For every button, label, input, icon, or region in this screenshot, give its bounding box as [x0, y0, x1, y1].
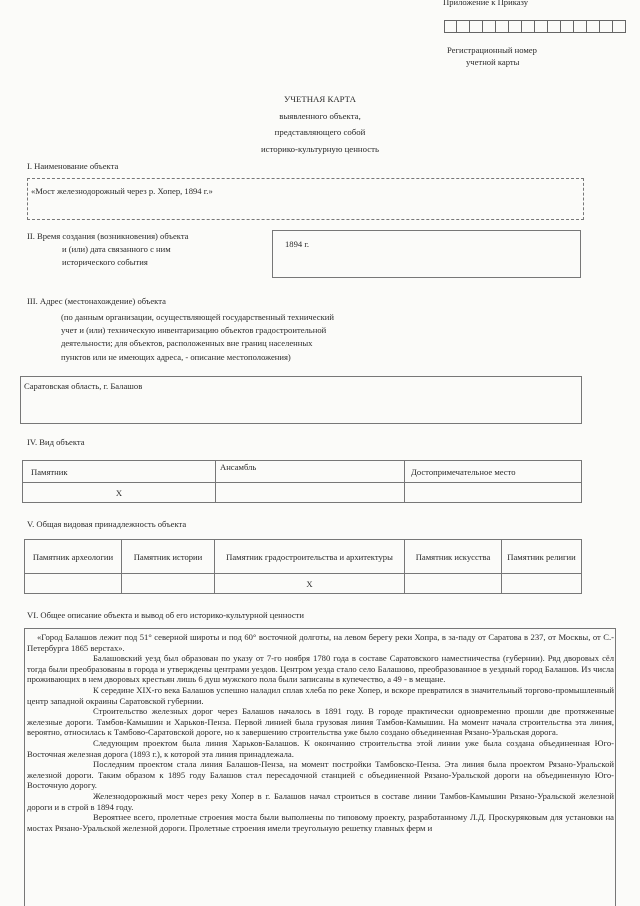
creation-date-value: 1894 г.	[285, 239, 310, 249]
description-paragraph: «Город Балашов лежит под 51° северной широты и под 60° восточной долготы, на левом берегу реки Хопра, в за-паду от Саратова в 237, от Москвы, от С.-Петербурга 1865 верстах».	[27, 632, 614, 653]
registration-number-cells	[444, 20, 626, 33]
section-3-note-1: (по данным организации, осуществляющей государственный технический	[61, 312, 334, 322]
section-3-field	[20, 376, 582, 424]
appendix-label: Приложение к Приказу	[443, 0, 529, 7]
section-5-heading: V. Общая видовая принадлежность объекта	[27, 519, 187, 529]
address-value: Саратовская область, г. Балашов	[24, 381, 143, 391]
category-architecture-mark: X	[215, 574, 405, 594]
registration-caption-2: учетной карты	[466, 57, 520, 67]
category-religion-header: Памятник религии	[502, 540, 582, 574]
description-text	[27, 632, 614, 833]
object-name-value: «Мост железнодорожный через р. Хопер, 1894 г.»	[31, 186, 213, 196]
description-paragraph: Следующим проектом была линия Харьков-Балашов. К окончанию строительства этой линии уже была создана объединенная Юго-Восточная железная дорога (1893 г.), к которой эта линия принадлежала.	[27, 737, 614, 759]
category-history-mark	[122, 574, 215, 594]
description-paragraph: Строительство железных дорог через Балашов началось в 1891 году. В городе практически одновременно прошли две протяженные железные дороги. Тамбов-Камышин и Харьков-Пенза. Первой линией была грузовая линия Тамбов-Камышин. На момент начала строительства эта линия, вероятно, относилась к Тамбово-Саратовской дороге, но к завершению строительства уже было создано объединенная Рязано-Уральская дорога.	[27, 706, 614, 738]
title-line1: УЧЕТНАЯ КАРТА	[284, 94, 356, 104]
section-4-heading: IV. Вид объекта	[27, 437, 85, 447]
category-archaeology-mark	[25, 574, 122, 594]
title-line4: историко-культурную ценность	[260, 143, 380, 154]
object-type-table	[22, 460, 582, 503]
type-monument-header: Памятник	[23, 461, 216, 483]
category-table	[24, 539, 582, 594]
category-art-header: Памятник искусства	[405, 540, 502, 574]
category-history-header: Памятник истории	[122, 540, 215, 574]
description-paragraph: К середине XIX-го века Балашов успешно наладил сплав хлеба по реке Хопер, и вскоре превратился в значительный торгово-промышленный центр западной окраины Саратовской губернии.	[27, 684, 614, 706]
category-architecture-header: Памятник градостроительства и архитектуры	[215, 540, 405, 574]
section-3-heading: III. Адрес (местонахождение) объекта	[27, 296, 166, 306]
registration-caption-1: Регистрационный номер	[447, 45, 537, 55]
section-2-heading-2: и (или) дата связанного с ним	[62, 244, 171, 254]
section-3-note-3: деятельности; для объектов, расположенных вне границ населенных	[61, 338, 313, 348]
section-2-field	[272, 230, 581, 278]
section-2-heading-3: исторического события	[62, 257, 148, 267]
section-1-field	[27, 178, 584, 220]
category-archaeology-header: Памятник археологии	[25, 540, 122, 574]
category-art-mark	[405, 574, 502, 594]
type-landmark-header: Достопримечательное место	[405, 461, 582, 483]
type-landmark-mark	[405, 483, 582, 503]
category-religion-mark	[502, 574, 582, 594]
description-paragraph: Балашовский уезд был образован по указу от 7-го ноября 1780 года в составе Саратовского наместничества (губернии). Ряд дворовых сёл тогда были преобразованы в города и утверждены центрами уездов. Центром уезда стало село Балашово, преобразованное в уездный город Балашов. Из числа проживающих в нем дворовых крестьян лишь 6 душ мужского пола были записаны в купечество, а 49 - в мещане.	[27, 653, 614, 685]
section-2-heading-1: II. Время создания (возникновения) объекта	[27, 231, 189, 241]
section-1-heading: I. Наименование объекта	[27, 161, 119, 171]
description-paragraph: Железнодорожный мост через реку Хопер в г. Балашов начал строиться в составе линии Тамбов-Камышин Рязано-Уральской железной дороги и в строй в 1894 году.	[27, 790, 614, 812]
type-monument-mark: X	[23, 483, 216, 503]
type-ensemble-mark	[216, 483, 405, 503]
description-paragraph: Последним проектом стала линия Балашов-Пенза, на момент постройки Тамбовско-Пенза. Эта линия была проектом Рязано-Уральской железной дороги. Таким образом к 1895 году Балашов стал пересадочной станцией с объединенной Рязано-Уральской дороги на объединенную Юго-Восточную дорогу.	[27, 759, 614, 791]
title-line2: выявленного объекта,	[279, 110, 361, 121]
description-paragraph: Вероятнее всего, пролетные строения моста были выполнены по типовому проекту, разработанному Л.Д. Проскуряковым для установки на мостах Рязано-Уральской железной дороги. Пролетные строения имели треугольную решетку главных ферм и	[27, 812, 614, 833]
title-line3: представляющего собой	[274, 127, 366, 137]
section-3-note-2: учет и (или) техническую инвентаризацию объектов градостроительной	[61, 325, 327, 335]
card-title	[0, 91, 640, 157]
section-6-heading: VI. Общее описание объекта и вывод об его историко-культурной ценности	[27, 610, 305, 620]
section-3-note-4: пунктов или не имеющих адреса, - описание местоположения)	[61, 352, 291, 362]
type-ensemble-header: Ансамбль	[216, 461, 405, 483]
